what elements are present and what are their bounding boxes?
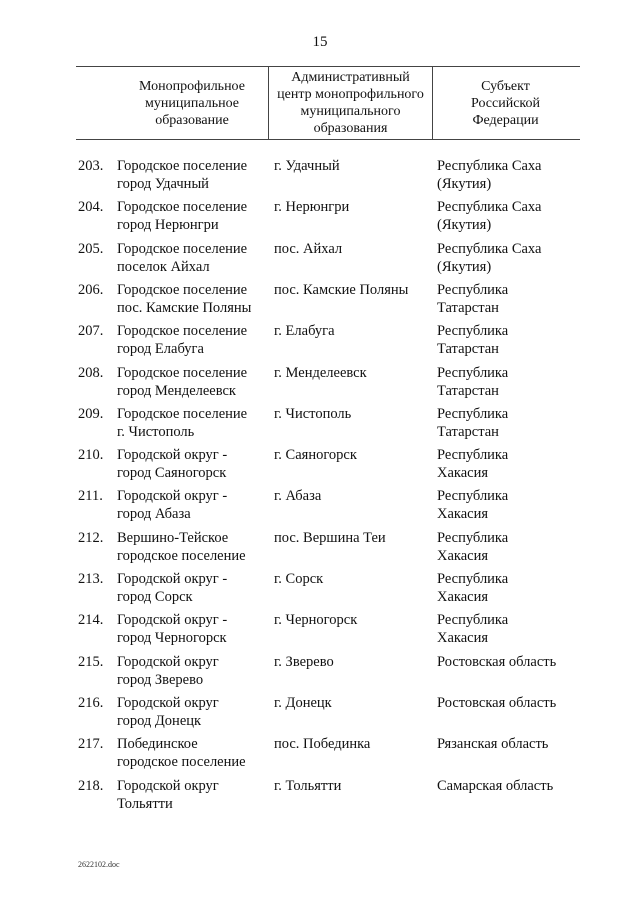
table-row xyxy=(0,322,640,363)
admin-center: г. Удачный xyxy=(274,158,340,174)
row-number: 208. xyxy=(78,364,104,381)
header-municipality-line: Монопрофильное xyxy=(139,78,245,94)
municipality-name xyxy=(117,198,275,234)
municipality-name xyxy=(117,611,275,647)
municipality-name-line: Тольятти xyxy=(117,795,173,812)
federal-subject-line: Татарстан xyxy=(437,382,499,399)
table-row xyxy=(0,364,640,405)
municipality-name-line: город Сорск xyxy=(117,589,193,605)
municipality-name-line: Городское поселение xyxy=(117,323,248,340)
municipality-name-line: Городское поселение xyxy=(117,405,248,422)
federal-subject-line: Республика xyxy=(437,612,509,629)
page-number: 15 xyxy=(312,34,328,50)
header-subject-line: Федерации xyxy=(472,112,539,128)
municipality-name xyxy=(117,777,275,813)
municipality-name-line: Городской округ - xyxy=(117,612,228,629)
municipality-name-line: поселок Айхал xyxy=(117,258,210,275)
table-row xyxy=(0,157,640,198)
federal-subject xyxy=(437,570,577,606)
federal-subject xyxy=(437,322,577,358)
row-number: 217. xyxy=(78,736,104,753)
municipality-name-line: Городской округ xyxy=(117,653,219,670)
federal-subject-line: (Якутия) xyxy=(437,258,492,275)
federal-subject xyxy=(437,487,577,523)
header-admin-center xyxy=(268,67,433,139)
municipality-name-line: город Саяногорск xyxy=(117,465,227,482)
admin-center: г. Елабуга xyxy=(274,323,335,340)
table-row xyxy=(0,529,640,570)
federal-subject xyxy=(437,281,577,317)
federal-subject-line: Хакасия xyxy=(437,630,489,647)
table-row xyxy=(0,405,640,446)
municipality-name-line: Побединское xyxy=(117,736,198,753)
header-admin-center-line: муниципального xyxy=(300,104,401,119)
municipality-name-line: Городской округ xyxy=(117,777,219,794)
municipality-name xyxy=(117,570,275,606)
municipality-name-line: городское поселение xyxy=(117,754,246,771)
row-number: 213. xyxy=(78,571,104,587)
federal-subject-line: Республика xyxy=(437,323,509,340)
municipality-name-line: Городской округ - xyxy=(117,447,228,464)
table-row xyxy=(0,487,640,528)
header-municipality-line: муниципальное xyxy=(145,95,239,111)
municipality-name-line: город Менделеевск xyxy=(117,382,236,399)
municipality-name-line: Городское поселение xyxy=(117,364,248,381)
municipality-name-line: Городское поселение xyxy=(117,240,248,257)
admin-center: г. Нерюнгри xyxy=(274,199,350,216)
row-number: 216. xyxy=(78,694,104,711)
municipality-name xyxy=(117,529,275,565)
header-admin-center-line: образования xyxy=(313,121,388,136)
federal-subject-line: Ростовская область xyxy=(437,694,557,711)
table-row xyxy=(0,240,640,281)
federal-subject xyxy=(437,694,577,712)
municipality-name xyxy=(117,364,275,400)
municipality-name xyxy=(117,446,275,482)
federal-subject-line: Республика xyxy=(437,447,509,464)
municipality-name-line: Городское поселение xyxy=(117,158,248,174)
row-number: 212. xyxy=(78,529,104,546)
federal-subject-line: Самарская область xyxy=(437,777,554,794)
row-number: 206. xyxy=(78,281,104,298)
federal-subject-line: Республика xyxy=(437,529,509,546)
admin-center: пос. Побединка xyxy=(274,736,371,753)
admin-center: г. Сорск xyxy=(274,571,324,587)
row-number: 204. xyxy=(78,199,104,216)
federal-subject-line: Республика xyxy=(437,405,509,422)
table-row xyxy=(0,611,640,652)
municipality-name xyxy=(117,735,275,771)
municipality-name-line: Городское поселение xyxy=(117,199,248,216)
header-admin-center-line: центр монопрофильного xyxy=(277,87,424,102)
federal-subject xyxy=(437,364,577,400)
municipality-name xyxy=(117,240,275,276)
municipality-name-line: город Донецк xyxy=(117,712,202,729)
header-municipality xyxy=(116,67,268,139)
municipality-name-line: город Черногорск xyxy=(117,630,227,647)
admin-center: г. Чистополь xyxy=(274,405,352,422)
municipality-name xyxy=(117,405,275,441)
municipality-name-line: Городской округ - xyxy=(117,488,228,505)
table-row xyxy=(0,735,640,776)
federal-subject-line: (Якутия) xyxy=(437,176,492,192)
header-admin-center-line: Административный xyxy=(291,70,410,85)
federal-subject-line: Татарстан xyxy=(437,341,499,358)
admin-center: пос. Айхал xyxy=(274,240,343,257)
table-row xyxy=(0,694,640,735)
table-row xyxy=(0,446,640,487)
municipality-name xyxy=(117,281,275,317)
table-row xyxy=(0,281,640,322)
admin-center: г. Донецк xyxy=(274,694,332,711)
header-subject-line: Российской xyxy=(471,95,540,111)
federal-subject-line: Хакасия xyxy=(437,465,489,482)
municipality-name-line: г. Чистополь xyxy=(117,423,195,440)
federal-subject-line: Республика Саха xyxy=(437,240,542,257)
municipality-name xyxy=(117,487,275,523)
federal-subject xyxy=(437,653,577,671)
row-number: 203. xyxy=(78,158,104,174)
municipality-name-line: Городское поселение xyxy=(117,281,248,298)
municipality-name xyxy=(117,157,275,193)
municipality-name-line: город Зверево xyxy=(117,671,204,688)
admin-center: г. Черногорск xyxy=(274,612,358,629)
municipality-name-line: Городской округ - xyxy=(117,571,228,587)
row-number: 210. xyxy=(78,447,104,464)
row-number: 211. xyxy=(78,488,103,505)
row-number: 207. xyxy=(78,323,104,340)
municipality-name-line: город Абаза xyxy=(117,506,191,523)
admin-center: г. Тольятти xyxy=(274,777,342,794)
header-subject xyxy=(431,67,580,139)
federal-subject xyxy=(437,446,577,482)
federal-subject xyxy=(437,157,577,193)
municipality-name-line: город Удачный xyxy=(117,176,209,192)
admin-center: пос. Камские Поляны xyxy=(274,281,409,298)
federal-subject xyxy=(437,198,577,234)
federal-subject-line: Ростовская область xyxy=(437,653,557,670)
federal-subject-line: Республика Саха xyxy=(437,158,542,174)
municipality-name xyxy=(117,694,275,730)
federal-subject-line: Хакасия xyxy=(437,589,489,605)
municipality-name-line: город Нерюнгри xyxy=(117,217,219,234)
admin-center: г. Абаза xyxy=(274,488,322,505)
table-row xyxy=(0,777,640,818)
municipality-name-line: городское поселение xyxy=(117,547,246,564)
municipality-name xyxy=(117,322,275,358)
federal-subject-line: Республика Саха xyxy=(437,199,542,216)
federal-subject-line: Рязанская область xyxy=(437,736,549,753)
federal-subject xyxy=(437,240,577,276)
admin-center: пос. Вершина Теи xyxy=(274,529,386,546)
federal-subject-line: Республика xyxy=(437,488,509,505)
federal-subject-line: Татарстан xyxy=(437,423,499,440)
admin-center: г. Саяногорск xyxy=(274,447,357,464)
federal-subject-line: Республика xyxy=(437,281,509,298)
row-number: 214. xyxy=(78,612,104,629)
federal-subject-line: Татарстан xyxy=(437,299,499,316)
federal-subject xyxy=(437,735,577,753)
admin-center: г. Зверево xyxy=(274,653,334,670)
federal-subject-line: Хакасия xyxy=(437,547,489,564)
federal-subject xyxy=(437,529,577,565)
federal-subject-line: (Якутия) xyxy=(437,217,492,234)
federal-subject xyxy=(437,405,577,441)
table-row xyxy=(0,570,640,611)
federal-subject xyxy=(437,777,577,795)
header-municipality-line: образование xyxy=(155,112,229,128)
file-name: 2622102.doc xyxy=(78,860,120,869)
row-number: 205. xyxy=(78,240,104,257)
municipality-name-line: город Елабуга xyxy=(117,341,204,358)
table-header xyxy=(76,66,580,140)
federal-subject xyxy=(437,611,577,647)
header-subject-line: Субъект xyxy=(481,78,530,94)
municipality-name-line: Вершино-Тейское xyxy=(117,529,229,546)
table-row xyxy=(0,198,640,239)
row-number: 218. xyxy=(78,777,104,794)
municipality-name-line: пос. Камские Поляны xyxy=(117,299,252,316)
federal-subject-line: Республика xyxy=(437,571,509,587)
federal-subject-line: Республика xyxy=(437,364,509,381)
municipality-name xyxy=(117,653,275,689)
row-number: 215. xyxy=(78,653,104,670)
table-row xyxy=(0,653,640,694)
admin-center: г. Менделеевск xyxy=(274,364,367,381)
row-number: 209. xyxy=(78,405,104,422)
municipality-name-line: Городской округ xyxy=(117,694,219,711)
federal-subject-line: Хакасия xyxy=(437,506,489,523)
